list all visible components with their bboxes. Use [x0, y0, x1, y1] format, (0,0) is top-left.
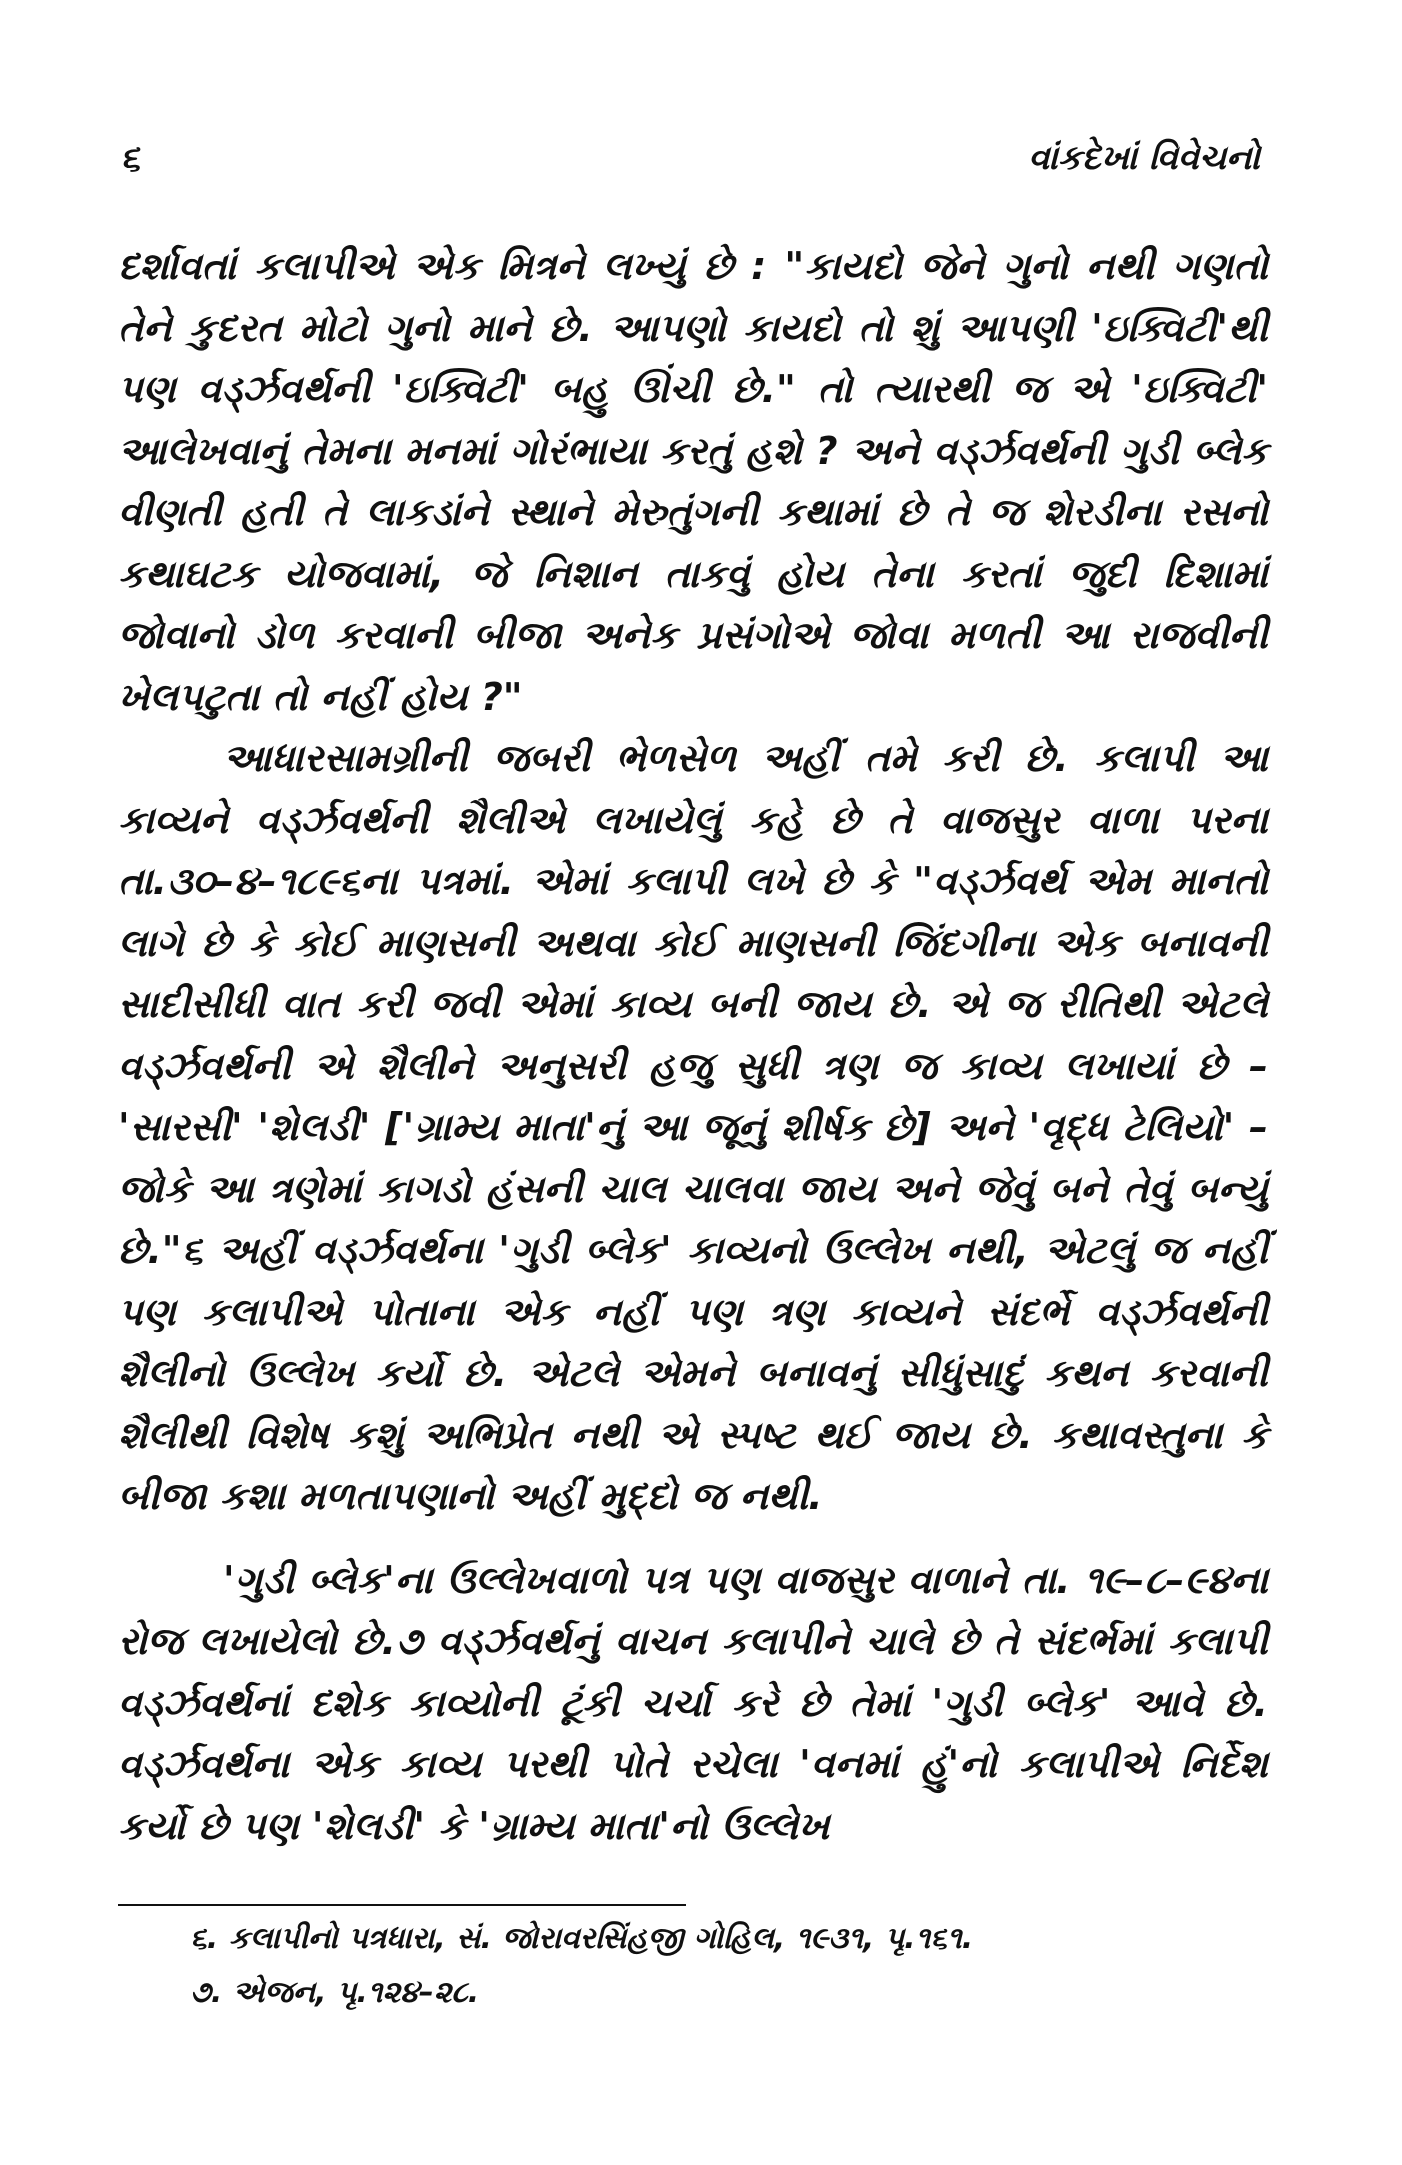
paragraph-1: દર્શાવતાં કલાપીએ એક મિત્રને લખ્યું છે : "કાયદો જેને ગુનો નથી ગણતો તેને કુદરત મોટો ગુનો માને છે. આપણો કાયદો તો શું આપણી 'ઇક્વિટી'થી પણ વર્ડ્ઝવર્થની 'ઇક્વિટી' બહુ ઊંચી છે." તો ત્યારથી જ એ 'ઇક્વિટી' આલેખવાનું તેમના મનમાં ગોરંભાયા કરતું હશે ? અને વર્ડ્ઝવર્થની ગુડી બ્લેક વીણતી હતી તે લાકડાંને સ્થાને મેરુતુંગની કથામાં છે તે જ શેરડીના રસનો કથાઘટક યોજવામાં, જે નિશાન તાકવું હોય તેના કરતાં જુદી દિશામાં જોવાનો ડોળ કરવાની બીજા અનેક પ્રસંગોએ જોવા મળતી આ રાજવીની ખેલપટુતા તો નહીં હોય ?": [118, 244, 1268, 719]
footnote-divider: [118, 1904, 686, 1906]
running-title: વાંકદેખાં વિવેચનો: [1028, 138, 1260, 178]
footnote-6: ૬. કલાપીનો પત્રધારા, સં. જોરાવરસિંહજી ગોહિલ, ૧૯૩૧, પૃ.૧૬૧.: [190, 1921, 974, 1956]
page-number: ૬: [120, 138, 141, 179]
paragraph-3: 'ગુડી બ્લેક'ના ઉલ્લેખવાળો પત્ર પણ વાજસુર વાળાને તા. ૧૯–૮–૯૪ના રોજ લખાયેલો છે.૭ વર્ડ્ઝવર્થનું વાચન કલાપીને ચાલે છે તે સંદર્ભમાં કલાપી વર્ડ્ઝવર્થનાં દશેક કાવ્યોની ટૂંકી ચર્ચા કરે છે તેમાં 'ગુડી બ્લેક' આવે છે. વર્ડ્ઝવર્થના એક કાવ્ય પરથી પોતે રચેલા 'વનમાં હું'નો કલાપીએ નિર્દેશ કર્યો છે પણ 'શેલડી' કે 'ગ્રામ્ય માતા'નો ઉલ્લેખ: [118, 1557, 1268, 1848]
footnotes: [190, 1912, 1270, 2020]
paragraph-2: આધારસામગ્રીની જબરી ભેળસેળ અહીં તમે કરી છે. કલાપી આ કાવ્યને વર્ડ્ઝવર્થની શૈલીએ લખાયેલું કહે છે તે વાજસુર વાળા પરના તા.૩૦–૪–૧૮૯૬ના પત્રમાં. એમાં કલાપી લખે છે કે "વર્ડ્ઝવર્થ એમ માનતો લાગે છે કે કોઈ માણસની અથવા કોઈ માણસની જિંદગીના એક બનાવની સાદીસીધી વાત કરી જવી એમાં કાવ્ય બની જાય છે. એ જ રીતિથી એટલે વર્ડ્ઝવર્થની એ શૈલીને અનુસરી હજુ સુધી ત્રણ જ કાવ્ય લખાયાં છે – 'સારસી' 'શેલડી' ['ગ્રામ્ય માતા'નું આ જૂનું શીર્ષક છે] અને 'વૃદ્ધ ટેલિયો' – જોકે આ ત્રણેમાં કાગડો હંસની ચાલ ચાલવા જાય અને જેવું બને તેવું બન્યું છે."૬ અહીં વર્ડ્ઝવર્થના 'ગુડી બ્લેક' કાવ્યનો ઉલ્લેખ નથી, એટલું જ નહીં પણ કલાપીએ પોતાના એક નહીં પણ ત્રણ કાવ્યને સંદર્ભે વર્ડ્ઝવર્થની શૈલીનો ઉલ્લેખ કર્યો છે. એટલે એમને બનાવનું સીધુંસાદું કથન કરવાની શૈલીથી વિશેષ કશું અભિપ્રેત નથી એ સ્પષ્ટ થઈ જાય છે. કથાવસ્તુના કે બીજા કશા મળતાપણાનો અહીં મુદ્દો જ નથી.: [118, 736, 1268, 1518]
footnote-7: ૭. એજન, પૃ.૧૨૪–૨૮.: [190, 1975, 480, 2010]
page-header: [120, 138, 1260, 188]
body-text: [118, 236, 1268, 1857]
